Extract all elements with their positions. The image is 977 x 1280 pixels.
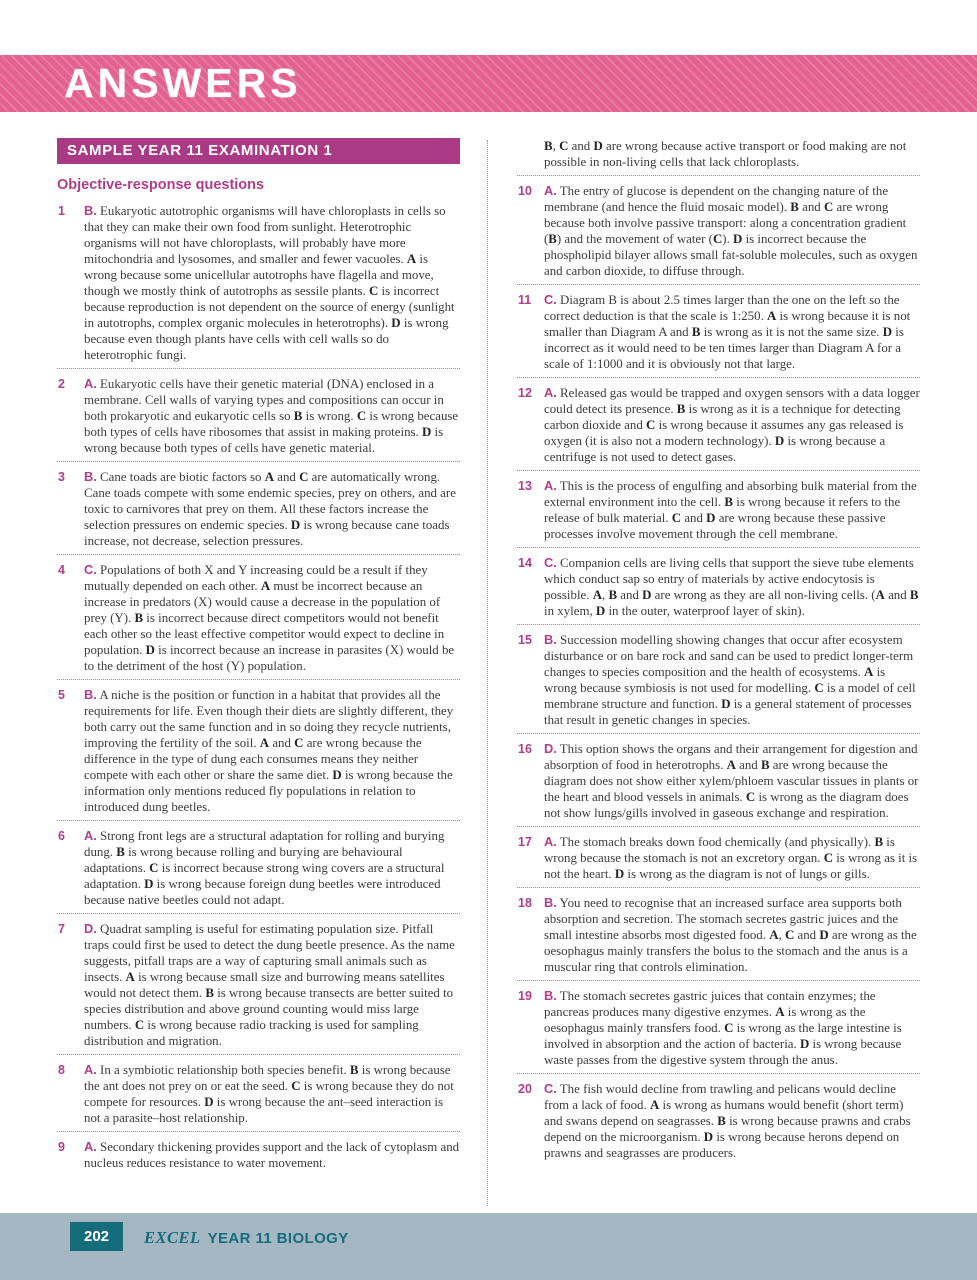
content-area: [57, 138, 920, 1212]
answer-text: A. The entry of glucose is dependent on the changing nature of the membrane (and hence the fluid mosaic model). B and C are wrong because both involve passive transport: along a concentration gradient (B) and the movement of water (C). D is incorrect because the phospholipid bilayer allows small fat-soluble molecules, such as oxygen and carbon dioxide, to diffuse through.: [544, 183, 918, 278]
answer-letter: A.: [84, 1062, 97, 1077]
answer-number: 3: [58, 470, 65, 484]
page-number: 202: [70, 1222, 123, 1251]
answers-list-left: [57, 203, 460, 1176]
answer-letter: A.: [84, 376, 97, 391]
answer-letter: C.: [544, 1081, 557, 1096]
section-header: SAMPLE YEAR 11 EXAMINATION 1: [57, 138, 460, 164]
page-footer: [0, 1213, 977, 1280]
answers-list-right: [517, 183, 920, 1166]
answer-item-7: [57, 921, 460, 1055]
answer-text: B. Cane toads are biotic factors so A and C are automatically wrong. Cane toads compete with some endemic species, prey on others, and are toxic to carnivores that prey on them. All these factors increase the selection pressures on endemic species. D is wrong because cane toads increase, not decrease, selection pressures.: [84, 469, 456, 548]
answer-text: D. This option shows the organs and their arrangement for digestion and absorption of food in heterotrophs. A and B are wrong because the diagram does not show either xylem/phloem vascular tissues in plants or the heart and blood vessels in animals. C is wrong as the diagram does not show lungs/gills involved in gaseous exchange and respiration.: [544, 741, 919, 820]
answer-item-16: [517, 741, 920, 827]
answer-text: A. Eukaryotic cells have their genetic material (DNA) enclosed in a membrane. Cell walls of varying types and compositions can occur in both prokaryotic and eukaryotic cells so B is wrong. C is wrong because both types of cells have ribosomes that assist in making proteins. D is wrong because both types of cells have genetic material.: [84, 376, 459, 455]
answer-number: 8: [58, 1063, 65, 1077]
answer-item-17: [517, 834, 920, 888]
answer-number: 14: [518, 556, 532, 570]
answer-item-10: [517, 183, 920, 285]
answer-number: 19: [518, 989, 532, 1003]
answer-text: A. Released gas would be trapped and oxygen sensors with a data logger could detect its presence. B is wrong as it is a technique for detecting carbon dioxide and C is wrong because it assumes any gas released is oxygen (it is also not a modern technology). D is wrong because a centrifuge is not used to detect gases.: [544, 385, 920, 464]
answer-text: A. Secondary thickening provides support and the lack of cytoplasm and nucleus reduces resistance to water movement.: [84, 1139, 460, 1170]
answer-letter: A.: [544, 834, 557, 849]
answer-item-3: [57, 469, 460, 555]
book-title: [144, 1228, 349, 1248]
answer-number: 10: [518, 184, 532, 198]
answer-item-20: [517, 1081, 920, 1166]
answer-item-18: [517, 895, 920, 981]
answer-text: B, C and D are wrong because active transport or food making are not possible in non-living cells that lack chloroplasts.: [544, 139, 907, 169]
answer-number: 12: [518, 386, 532, 400]
answer-item-15: [517, 632, 920, 734]
answer-text: B. A niche is the position or function in a habitat that provides all the requirements for life. Even though their diets are slightly different, they both carry out the same function and in so doing they recycle nutrients, improving the fertility of the soil. A and C are wrong because the difference in the type of dung each consumes means they neither compete with each other or share the same diet. D is wrong because the information only mentions reduced fly populations in relation to introduced dung beetles.: [84, 687, 454, 814]
answer-number: 15: [518, 633, 532, 647]
answer-text: C. Populations of both X and Y increasing could be a result if they mutually depended on each other. A must be incorrect because an increase in predators (X) would cause a decrease in the population of prey (Y). B is incorrect because direct competitors would not benefit each other so the least effective competitor would expect to decline in population. D is incorrect because an increase in parasites (X) would be to the detriment of the host (Y) population.: [84, 562, 455, 673]
answer-letter: B.: [544, 988, 557, 1003]
right-column: [517, 138, 920, 1173]
column-divider: [487, 140, 488, 1206]
book-title-text: YEAR 11 BIOLOGY: [207, 1230, 349, 1247]
answer-letter: A.: [544, 478, 557, 493]
answer-number: 5: [58, 688, 65, 702]
answer-letter: B.: [544, 632, 557, 647]
answer-item-19: [517, 988, 920, 1074]
answer-text: C. Companion cells are living cells that support the sieve tube elements which conduct sap so entry of materials by active endocytosis is possible. A, B and D are wrong as they are all non-living cells. (A and B in xylem, D in the outer, waterproof layer of skin).: [544, 555, 919, 618]
answer-letter: A.: [84, 1139, 97, 1154]
answer-letter: C.: [544, 292, 557, 307]
answer-text: B. The stomach secretes gastric juices that contain enzymes; the pancreas produces many digestive enzymes. A is wrong as the oesophagus mainly transfers food. C is wrong as the large intestine is involved in absorption and the action of bacteria. D is wrong because waste passes from the digestive system through the anus.: [544, 988, 902, 1067]
answer-text: A. The stomach breaks down food chemically (and physically). B is wrong because the stomach is not an excretory organ. C is wrong as it is not the heart. D is wrong as the diagram is not of lungs or gills.: [544, 834, 918, 881]
answer-item-13: [517, 478, 920, 548]
answer-item-4: [57, 562, 460, 680]
brand-logo: EXCEL: [144, 1228, 201, 1247]
answer-item-8: [57, 1062, 460, 1132]
answer-text: D. Quadrat sampling is useful for estimating population size. Pitfall traps could first be used to detect the dung beetle presence. As the name suggests, pitfall traps are a way of capturing small animals such as insects. A is wrong because small size and burrowing means satellites would not detect them. B is wrong because transects are better suited to species distribution and above ground counting would miss large numbers. C is wrong because radio tracking is used for sampling distribution and migration.: [84, 921, 455, 1048]
answer-number: 20: [518, 1082, 532, 1096]
answer-letter: C.: [84, 562, 97, 577]
answer-letter: D.: [84, 921, 97, 936]
answer-number: 17: [518, 835, 532, 849]
answer-number: 2: [58, 377, 65, 391]
answer-letter: A.: [544, 183, 557, 198]
answer-item-14: [517, 555, 920, 625]
answer-item-12: [517, 385, 920, 471]
answer-number: 18: [518, 896, 532, 910]
answers-banner: [0, 55, 977, 112]
answer-letter: C.: [544, 555, 557, 570]
answer-letter: B.: [84, 203, 97, 218]
answer-continuation: [517, 138, 920, 176]
answer-number: 6: [58, 829, 65, 843]
answer-text: B. You need to recognise that an increased surface area supports both absorption and secretion. The stomach secretes gastric juices and the small intestine absorbs most digested food. A, C and D are wrong as the oesophagus mainly transfers the bolus to the stomach and the anus is a muscular ring that controls elimination.: [544, 895, 917, 974]
page-title: ANSWERS: [64, 60, 302, 106]
answer-text: A. Strong front legs are a structural adaptation for rolling and burying dung. B is wrong because rolling and burying are behavioural adaptations. C is incorrect because strong wing covers are a structural adaptation. D is wrong because foreign dung beetles were introduced because native beetles could not adapt.: [84, 828, 445, 907]
answer-letter: D.: [544, 741, 557, 756]
subsection-title: Objective-response questions: [57, 177, 265, 193]
answer-item-9: [57, 1139, 460, 1176]
answer-item-6: [57, 828, 460, 914]
answer-letter: A.: [544, 385, 557, 400]
answer-text: A. This is the process of engulfing and absorbing bulk material from the external environment into the cell. B is wrong because it refers to the release of bulk material. C and D are wrong because these passive processes involve movement through the cell membrane.: [544, 478, 917, 541]
answer-text: A. In a symbiotic relationship both species benefit. B is wrong because the ant does not prey on or eat the seed. C is wrong because they do not compete for resources. D is wrong because the ant–seed interaction is not a parasite–host relationship.: [84, 1062, 454, 1125]
answer-number: 9: [58, 1140, 65, 1154]
answer-number: 13: [518, 479, 532, 493]
answer-item-11: [517, 292, 920, 378]
answer-letter: B.: [544, 895, 557, 910]
answer-text: C. The fish would decline from trawling and pelicans would decline from a lack of food. A is wrong as humans would benefit (short term) and swans depend on seagrasses. B is wrong because prawns and crabs depend on the microorganism. D is wrong because herons depend on prawns and seagrasses are producers.: [544, 1081, 911, 1160]
answer-number: 1: [58, 204, 65, 218]
answer-letter: B.: [84, 687, 97, 702]
answer-letter: A.: [84, 828, 97, 843]
answer-number: 11: [518, 293, 532, 307]
left-column: [57, 138, 460, 1183]
answer-letter: B.: [84, 469, 97, 484]
answer-text: B. Succession modelling showing changes that occur after ecosystem disturbance or on bare rock and sand can be used to predict longer-term changes to species composition and the health of ecosystems. A is wrong because symbiosis is not used for modelling. C is a model of cell membrane structure and function. D is a general statement of processes that result in genetic changes in species.: [544, 632, 916, 727]
answer-text: B. Eukaryotic autotrophic organisms will have chloroplasts in cells so that they can make their own food from sunlight. Heterotrophic organisms will not have chloroplasts, will probably have more mitochondria and lysosomes, and smaller and fewer vacuoles. A is wrong because some unicellular autotrophs have flagella and move, though we mostly think of autotrophs as sessile plants. C is incorrect because reproduction is not dependent on the source of energy (sunlight in autotrophs, complex organic molecules in heterotrophs). D is wrong because even though plants have cells with cell walls so do heterotrophic fungi.: [84, 203, 455, 362]
answer-item-5: [57, 687, 460, 821]
answer-number: 16: [518, 742, 532, 756]
answer-item-1: [57, 203, 460, 369]
answer-item-2: [57, 376, 460, 462]
answer-text: C. Diagram B is about 2.5 times larger than the one on the left so the correct deduction is that the scale is 1:250. A is wrong because it is not smaller than Diagram A and B is wrong as it is not the same size. D is incorrect as it would need to be ten times larger than Diagram A for a scale of 1:1000 and it is obviously not that large.: [544, 292, 911, 371]
answer-number: 4: [58, 563, 65, 577]
answer-number: 7: [58, 922, 65, 936]
